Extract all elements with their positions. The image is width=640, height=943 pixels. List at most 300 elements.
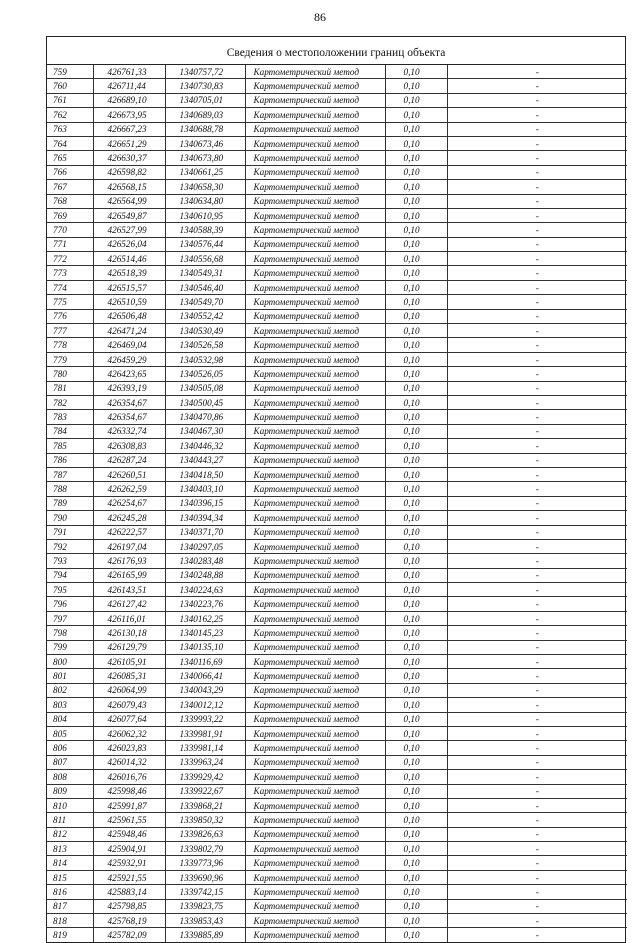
- x-coordinate-cell: 425991,87: [93, 798, 165, 812]
- table-row: [47, 223, 627, 237]
- table-row: [47, 295, 627, 309]
- accuracy-cell: 0,10: [385, 79, 447, 93]
- accuracy-cell: 0,10: [385, 295, 447, 309]
- accuracy-cell: 0,10: [385, 252, 447, 266]
- table-row: [47, 698, 627, 712]
- accuracy-cell: 0,10: [385, 525, 447, 539]
- point-number-cell: 781: [47, 381, 93, 395]
- table-row: [47, 611, 627, 625]
- method-cell: Картометрический метод: [245, 583, 385, 597]
- table-row: [47, 712, 627, 726]
- method-cell: Картометрический метод: [245, 295, 385, 309]
- x-coordinate-cell: 425798,85: [93, 899, 165, 913]
- method-cell: Картометрический метод: [245, 65, 385, 79]
- method-cell: Картометрический метод: [245, 554, 385, 568]
- x-coordinate-cell: 426176,93: [93, 554, 165, 568]
- x-coordinate-cell: 425904,91: [93, 842, 165, 856]
- point-number-cell: 761: [47, 93, 93, 107]
- table-row: [47, 683, 627, 697]
- accuracy-cell: 0,10: [385, 928, 447, 942]
- point-number-cell: 786: [47, 453, 93, 467]
- extra-cell: -: [447, 410, 627, 424]
- extra-cell: -: [447, 367, 627, 381]
- accuracy-cell: 0,10: [385, 93, 447, 107]
- table-row: [47, 381, 627, 395]
- point-number-cell: 795: [47, 583, 93, 597]
- table-row: [47, 914, 627, 928]
- extra-cell: -: [447, 597, 627, 611]
- method-cell: Картометрический метод: [245, 208, 385, 222]
- accuracy-cell: 0,10: [385, 640, 447, 654]
- table-row: [47, 165, 627, 179]
- extra-cell: -: [447, 467, 627, 481]
- x-coordinate-cell: 425782,09: [93, 928, 165, 942]
- accuracy-cell: 0,10: [385, 410, 447, 424]
- point-number-cell: 769: [47, 208, 93, 222]
- table-row: [47, 151, 627, 165]
- y-coordinate-cell: 1339773,96: [165, 856, 245, 870]
- point-number-cell: 764: [47, 136, 93, 150]
- method-cell: Картометрический метод: [245, 367, 385, 381]
- table-row: [47, 554, 627, 568]
- method-cell: Картометрический метод: [245, 626, 385, 640]
- y-coordinate-cell: 1339690,96: [165, 870, 245, 884]
- accuracy-cell: 0,10: [385, 280, 447, 294]
- method-cell: Картометрический метод: [245, 928, 385, 942]
- y-coordinate-cell: 1339993,22: [165, 712, 245, 726]
- method-cell: Картометрический метод: [245, 784, 385, 798]
- x-coordinate-cell: 425961,55: [93, 813, 165, 827]
- point-number-cell: 817: [47, 899, 93, 913]
- x-coordinate-cell: 426761,33: [93, 65, 165, 79]
- y-coordinate-cell: 1340283,48: [165, 554, 245, 568]
- method-cell: Картометрический метод: [245, 856, 385, 870]
- extra-cell: -: [447, 525, 627, 539]
- point-number-cell: 787: [47, 467, 93, 481]
- method-cell: Картометрический метод: [245, 309, 385, 323]
- method-cell: Картометрический метод: [245, 280, 385, 294]
- point-number-cell: 796: [47, 597, 93, 611]
- y-coordinate-cell: 1340730,83: [165, 79, 245, 93]
- accuracy-cell: 0,10: [385, 165, 447, 179]
- y-coordinate-cell: 1340673,80: [165, 151, 245, 165]
- y-coordinate-cell: 1340224,63: [165, 583, 245, 597]
- y-coordinate-cell: 1340403,10: [165, 482, 245, 496]
- table-row: [47, 108, 627, 122]
- extra-cell: -: [447, 726, 627, 740]
- table-row: [47, 439, 627, 453]
- y-coordinate-cell: 1340162,25: [165, 611, 245, 625]
- accuracy-cell: 0,10: [385, 885, 447, 899]
- table-row: [47, 640, 627, 654]
- accuracy-cell: 0,10: [385, 655, 447, 669]
- table-row: [47, 252, 627, 266]
- table-row: [47, 511, 627, 525]
- point-number-cell: 760: [47, 79, 93, 93]
- table-row: [47, 237, 627, 251]
- accuracy-cell: 0,10: [385, 856, 447, 870]
- y-coordinate-cell: 1340505,08: [165, 381, 245, 395]
- accuracy-cell: 0,10: [385, 813, 447, 827]
- extra-cell: -: [447, 324, 627, 338]
- y-coordinate-cell: 1340658,30: [165, 180, 245, 194]
- table-row: [47, 324, 627, 338]
- method-cell: Картометрический метод: [245, 813, 385, 827]
- accuracy-cell: 0,10: [385, 914, 447, 928]
- point-number-cell: 792: [47, 539, 93, 553]
- x-coordinate-cell: 426245,28: [93, 511, 165, 525]
- method-cell: Картометрический метод: [245, 252, 385, 266]
- accuracy-cell: 0,10: [385, 784, 447, 798]
- extra-cell: -: [447, 424, 627, 438]
- extra-cell: -: [447, 237, 627, 251]
- x-coordinate-cell: 426222,57: [93, 525, 165, 539]
- extra-cell: -: [447, 568, 627, 582]
- point-number-cell: 810: [47, 798, 93, 812]
- table-row: [47, 395, 627, 409]
- x-coordinate-cell: 426667,23: [93, 122, 165, 136]
- accuracy-cell: 0,10: [385, 136, 447, 150]
- method-cell: Картометрический метод: [245, 655, 385, 669]
- method-cell: Картометрический метод: [245, 568, 385, 582]
- x-coordinate-cell: 426673,95: [93, 108, 165, 122]
- accuracy-cell: 0,10: [385, 65, 447, 79]
- table-row: [47, 467, 627, 481]
- x-coordinate-cell: 426165,99: [93, 568, 165, 582]
- table-row: [47, 669, 627, 683]
- x-coordinate-cell: 426143,51: [93, 583, 165, 597]
- extra-cell: -: [447, 755, 627, 769]
- extra-cell: -: [447, 295, 627, 309]
- extra-cell: -: [447, 856, 627, 870]
- method-cell: Картометрический метод: [245, 338, 385, 352]
- point-number-cell: 791: [47, 525, 93, 539]
- table-row: [47, 870, 627, 884]
- method-cell: Картометрический метод: [245, 611, 385, 625]
- extra-cell: -: [447, 712, 627, 726]
- point-number-cell: 790: [47, 511, 93, 525]
- accuracy-cell: 0,10: [385, 352, 447, 366]
- accuracy-cell: 0,10: [385, 180, 447, 194]
- method-cell: Картометрический метод: [245, 712, 385, 726]
- method-cell: Картометрический метод: [245, 698, 385, 712]
- x-coordinate-cell: 426023,83: [93, 741, 165, 755]
- accuracy-cell: 0,10: [385, 424, 447, 438]
- x-coordinate-cell: 426598,82: [93, 165, 165, 179]
- extra-cell: -: [447, 223, 627, 237]
- y-coordinate-cell: 1339853,43: [165, 914, 245, 928]
- extra-cell: -: [447, 93, 627, 107]
- y-coordinate-cell: 1340394,34: [165, 511, 245, 525]
- method-cell: Картометрический метод: [245, 151, 385, 165]
- y-coordinate-cell: 1340689,03: [165, 108, 245, 122]
- extra-cell: -: [447, 669, 627, 683]
- x-coordinate-cell: 426085,31: [93, 669, 165, 683]
- table-row: [47, 583, 627, 597]
- point-number-cell: 788: [47, 482, 93, 496]
- point-number-cell: 772: [47, 252, 93, 266]
- accuracy-cell: 0,10: [385, 899, 447, 913]
- extra-cell: -: [447, 439, 627, 453]
- table-row: [47, 626, 627, 640]
- method-cell: Картометрический метод: [245, 439, 385, 453]
- extra-cell: -: [447, 309, 627, 323]
- y-coordinate-cell: 1340145,23: [165, 626, 245, 640]
- point-number-cell: 770: [47, 223, 93, 237]
- y-coordinate-cell: 1339826,63: [165, 827, 245, 841]
- y-coordinate-cell: 1340396,15: [165, 496, 245, 510]
- y-coordinate-cell: 1339802,79: [165, 842, 245, 856]
- table-row: [47, 885, 627, 899]
- table-row: [47, 122, 627, 136]
- x-coordinate-cell: 426260,51: [93, 467, 165, 481]
- table-row: [47, 453, 627, 467]
- y-coordinate-cell: 1340532,98: [165, 352, 245, 366]
- extra-cell: -: [447, 655, 627, 669]
- point-number-cell: 780: [47, 367, 93, 381]
- point-number-cell: 783: [47, 410, 93, 424]
- extra-cell: -: [447, 266, 627, 280]
- x-coordinate-cell: 426689,10: [93, 93, 165, 107]
- method-cell: Картометрический метод: [245, 395, 385, 409]
- method-cell: Картометрический метод: [245, 798, 385, 812]
- y-coordinate-cell: 1340116,69: [165, 655, 245, 669]
- x-coordinate-cell: 426527,99: [93, 223, 165, 237]
- accuracy-cell: 0,10: [385, 798, 447, 812]
- method-cell: Картометрический метод: [245, 108, 385, 122]
- table-row: [47, 280, 627, 294]
- table-row: [47, 194, 627, 208]
- x-coordinate-cell: 426630,37: [93, 151, 165, 165]
- accuracy-cell: 0,10: [385, 467, 447, 481]
- method-cell: Картометрический метод: [245, 324, 385, 338]
- method-cell: Картометрический метод: [245, 885, 385, 899]
- x-coordinate-cell: 426354,67: [93, 395, 165, 409]
- y-coordinate-cell: 1339885,89: [165, 928, 245, 942]
- table-row: [47, 496, 627, 510]
- extra-cell: -: [447, 280, 627, 294]
- extra-cell: -: [447, 914, 627, 928]
- page-number: 86: [314, 10, 326, 24]
- table-row: [47, 928, 627, 942]
- accuracy-cell: 0,10: [385, 309, 447, 323]
- x-coordinate-cell: 426526,04: [93, 237, 165, 251]
- point-number-cell: 806: [47, 741, 93, 755]
- table-row: [47, 208, 627, 222]
- y-coordinate-cell: 1340526,58: [165, 338, 245, 352]
- extra-cell: -: [447, 194, 627, 208]
- table-row: [47, 266, 627, 280]
- x-coordinate-cell: 426064,99: [93, 683, 165, 697]
- method-cell: Картометрический метод: [245, 511, 385, 525]
- x-coordinate-cell: 426549,87: [93, 208, 165, 222]
- accuracy-cell: 0,10: [385, 208, 447, 222]
- y-coordinate-cell: 1340549,31: [165, 266, 245, 280]
- table-row: [47, 726, 627, 740]
- y-coordinate-cell: 1340248,88: [165, 568, 245, 582]
- method-cell: Картометрический метод: [245, 122, 385, 136]
- y-coordinate-cell: 1340500,45: [165, 395, 245, 409]
- accuracy-cell: 0,10: [385, 223, 447, 237]
- extra-cell: -: [447, 798, 627, 812]
- extra-cell: -: [447, 208, 627, 222]
- table-row: [47, 770, 627, 784]
- y-coordinate-cell: 1339850,32: [165, 813, 245, 827]
- x-coordinate-cell: 426469,04: [93, 338, 165, 352]
- x-coordinate-cell: 426711,44: [93, 79, 165, 93]
- point-number-cell: 777: [47, 324, 93, 338]
- x-coordinate-cell: 426518,39: [93, 266, 165, 280]
- point-number-cell: 818: [47, 914, 93, 928]
- x-coordinate-cell: 426332,74: [93, 424, 165, 438]
- accuracy-cell: 0,10: [385, 439, 447, 453]
- method-cell: Картометрический метод: [245, 914, 385, 928]
- extra-cell: -: [447, 870, 627, 884]
- method-cell: Картометрический метод: [245, 79, 385, 93]
- point-number-cell: 804: [47, 712, 93, 726]
- extra-cell: -: [447, 79, 627, 93]
- table-row: [47, 424, 627, 438]
- method-cell: Картометрический метод: [245, 482, 385, 496]
- y-coordinate-cell: 1340418,50: [165, 467, 245, 481]
- accuracy-cell: 0,10: [385, 108, 447, 122]
- extra-cell: -: [447, 611, 627, 625]
- table-row: [47, 568, 627, 582]
- method-cell: Картометрический метод: [245, 165, 385, 179]
- x-coordinate-cell: 426459,29: [93, 352, 165, 366]
- point-number-cell: 802: [47, 683, 93, 697]
- y-coordinate-cell: 1340467,30: [165, 424, 245, 438]
- extra-cell: -: [447, 885, 627, 899]
- y-coordinate-cell: 1340688,78: [165, 122, 245, 136]
- y-coordinate-cell: 1340135,10: [165, 640, 245, 654]
- point-number-cell: 794: [47, 568, 93, 582]
- y-coordinate-cell: 1339981,14: [165, 741, 245, 755]
- accuracy-cell: 0,10: [385, 122, 447, 136]
- extra-cell: -: [447, 122, 627, 136]
- table-row: [47, 352, 627, 366]
- y-coordinate-cell: 1340552,42: [165, 309, 245, 323]
- table-row: [47, 827, 627, 841]
- y-coordinate-cell: 1339929,42: [165, 770, 245, 784]
- y-coordinate-cell: 1340530,49: [165, 324, 245, 338]
- method-cell: Картометрический метод: [245, 770, 385, 784]
- x-coordinate-cell: 426079,43: [93, 698, 165, 712]
- y-coordinate-cell: 1339963,24: [165, 755, 245, 769]
- point-number-cell: 782: [47, 395, 93, 409]
- method-cell: Картометрический метод: [245, 539, 385, 553]
- accuracy-cell: 0,10: [385, 827, 447, 841]
- point-number-cell: 808: [47, 770, 93, 784]
- accuracy-cell: 0,10: [385, 770, 447, 784]
- x-coordinate-cell: 426262,59: [93, 482, 165, 496]
- x-coordinate-cell: 426287,24: [93, 453, 165, 467]
- accuracy-cell: 0,10: [385, 698, 447, 712]
- table-row: [47, 813, 627, 827]
- point-number-cell: 774: [47, 280, 93, 294]
- coordinates-table-body: [47, 65, 627, 942]
- x-coordinate-cell: 426130,18: [93, 626, 165, 640]
- x-coordinate-cell: 426354,67: [93, 410, 165, 424]
- method-cell: Картометрический метод: [245, 870, 385, 884]
- accuracy-cell: 0,10: [385, 554, 447, 568]
- extra-cell: -: [447, 453, 627, 467]
- accuracy-cell: 0,10: [385, 194, 447, 208]
- method-cell: Картометрический метод: [245, 827, 385, 841]
- method-cell: Картометрический метод: [245, 597, 385, 611]
- accuracy-cell: 0,10: [385, 453, 447, 467]
- extra-cell: -: [447, 539, 627, 553]
- extra-cell: -: [447, 770, 627, 784]
- point-number-cell: 799: [47, 640, 93, 654]
- method-cell: Картометрический метод: [245, 755, 385, 769]
- accuracy-cell: 0,10: [385, 568, 447, 582]
- method-cell: Картометрический метод: [245, 194, 385, 208]
- extra-cell: -: [447, 813, 627, 827]
- accuracy-cell: 0,10: [385, 755, 447, 769]
- x-coordinate-cell: 426423,65: [93, 367, 165, 381]
- table-row: [47, 79, 627, 93]
- method-cell: Картометрический метод: [245, 453, 385, 467]
- table-row: [47, 180, 627, 194]
- extra-cell: -: [447, 136, 627, 150]
- extra-cell: -: [447, 381, 627, 395]
- accuracy-cell: 0,10: [385, 395, 447, 409]
- point-number-cell: 801: [47, 669, 93, 683]
- accuracy-cell: 0,10: [385, 870, 447, 884]
- extra-cell: -: [447, 583, 627, 597]
- y-coordinate-cell: 1340673,46: [165, 136, 245, 150]
- y-coordinate-cell: 1340588,39: [165, 223, 245, 237]
- extra-cell: -: [447, 827, 627, 841]
- point-number-cell: 785: [47, 439, 93, 453]
- point-number-cell: 776: [47, 309, 93, 323]
- y-coordinate-cell: 1340661,25: [165, 165, 245, 179]
- y-coordinate-cell: 1340297,05: [165, 539, 245, 553]
- method-cell: Картометрический метод: [245, 467, 385, 481]
- y-coordinate-cell: 1340371,70: [165, 525, 245, 539]
- y-coordinate-cell: 1340610,95: [165, 208, 245, 222]
- table-row: [47, 338, 627, 352]
- point-number-cell: 779: [47, 352, 93, 366]
- x-coordinate-cell: 426510,59: [93, 295, 165, 309]
- y-coordinate-cell: 1340757,72: [165, 65, 245, 79]
- coordinates-table: [47, 65, 627, 942]
- y-coordinate-cell: 1340634,80: [165, 194, 245, 208]
- accuracy-cell: 0,10: [385, 482, 447, 496]
- extra-cell: -: [447, 899, 627, 913]
- table-row: [47, 482, 627, 496]
- x-coordinate-cell: 426471,24: [93, 324, 165, 338]
- extra-cell: -: [447, 928, 627, 942]
- method-cell: Картометрический метод: [245, 93, 385, 107]
- accuracy-cell: 0,10: [385, 539, 447, 553]
- accuracy-cell: 0,10: [385, 381, 447, 395]
- y-coordinate-cell: 1340043,29: [165, 683, 245, 697]
- method-cell: Картометрический метод: [245, 410, 385, 424]
- point-number-cell: 773: [47, 266, 93, 280]
- table-row: [47, 93, 627, 107]
- y-coordinate-cell: 1340443,27: [165, 453, 245, 467]
- x-coordinate-cell: 426116,01: [93, 611, 165, 625]
- table-row: [47, 798, 627, 812]
- accuracy-cell: 0,10: [385, 324, 447, 338]
- extra-cell: -: [447, 108, 627, 122]
- extra-cell: -: [447, 338, 627, 352]
- point-number-cell: 759: [47, 65, 93, 79]
- extra-cell: -: [447, 554, 627, 568]
- x-coordinate-cell: 426105,91: [93, 655, 165, 669]
